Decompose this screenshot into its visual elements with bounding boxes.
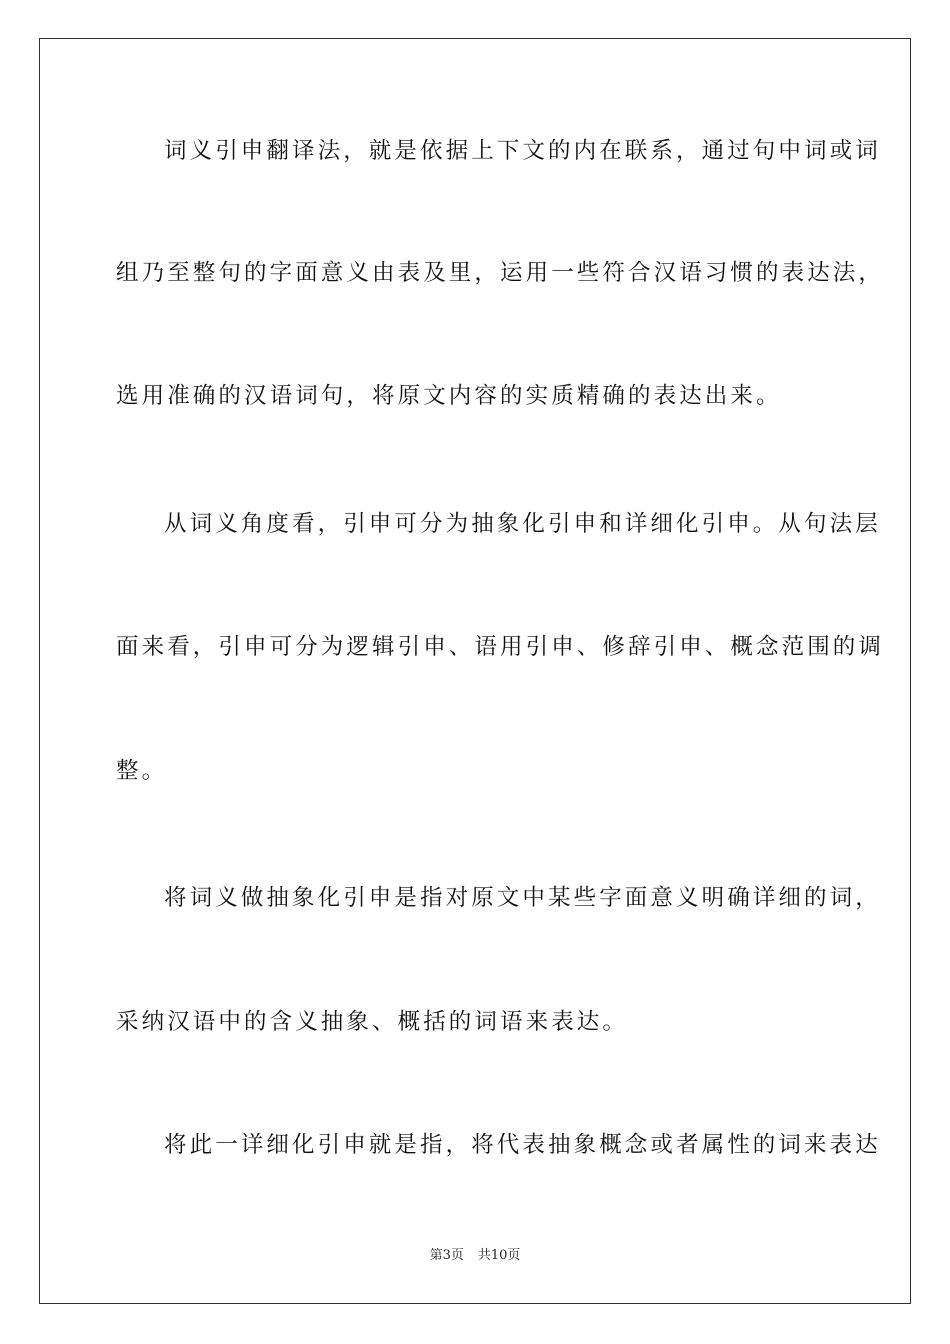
paragraph-1-line-2: 组乃至整句的字面意义由表及里，运用一些符合汉语习惯的表达法， bbox=[116, 260, 885, 286]
paragraph-2-line-1: 从词义角度看，引申可分为抽象化引申和详细化引申。从句法层 bbox=[164, 511, 881, 537]
page-number: 第3页 bbox=[429, 1248, 464, 1263]
paragraph-2-line-3: 整。 bbox=[116, 758, 168, 784]
paragraph-2-line-2: 面来看，引申可分为逻辑引申、语用引申、修辞引申、概念范围的调 bbox=[116, 634, 885, 660]
page-border bbox=[39, 38, 911, 1304]
paragraph-3-line-1: 将词义做抽象化引申是指对原文中某些字面意义明确详细的词， bbox=[164, 885, 881, 911]
page-footer bbox=[0, 1247, 950, 1265]
paragraph-1-line-3: 选用准确的汉语词句，将原文内容的实质精确的表达出来。 bbox=[116, 383, 782, 409]
paragraph-4-line-1: 将此一详细化引申就是指，将代表抽象概念或者属性的词来表达 bbox=[164, 1132, 881, 1158]
paragraph-3-line-2: 采纳汉语中的含义抽象、概括的词语来表达。 bbox=[116, 1009, 629, 1035]
page-total: 共10页 bbox=[477, 1248, 521, 1263]
paragraph-1-line-1: 词义引申翻译法，就是依据上下文的内在联系，通过句中词或词 bbox=[164, 138, 881, 164]
